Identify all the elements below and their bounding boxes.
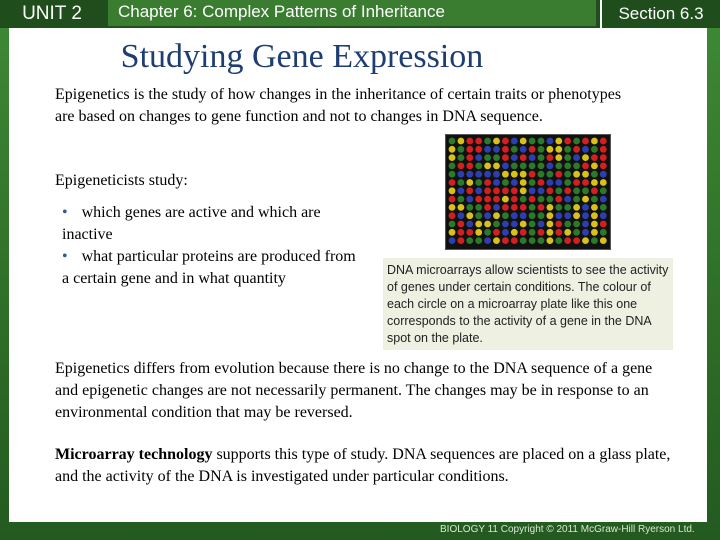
microarray-spot — [511, 221, 518, 228]
microarray-spot — [582, 237, 589, 244]
microarray-spot — [573, 229, 580, 236]
microarray-spot — [458, 171, 465, 178]
microarray-spot — [573, 196, 580, 203]
microarray-spot — [511, 179, 518, 186]
microarray-spot — [520, 146, 527, 153]
microarray-spot — [458, 146, 465, 153]
microarray-spot — [538, 138, 545, 145]
microarray-spot — [493, 179, 500, 186]
microarray-spot — [582, 229, 589, 236]
microarray-spot — [484, 221, 491, 228]
microarray-spot — [449, 196, 456, 203]
microarray-spot — [466, 154, 473, 161]
microarray-spot — [493, 187, 500, 194]
microarray-spot — [449, 138, 456, 145]
microarray-spot — [538, 163, 545, 170]
microarray-spot — [458, 229, 465, 236]
microarray-spot — [600, 154, 607, 161]
microarray-spot — [493, 138, 500, 145]
microarray-spot — [502, 171, 509, 178]
microarray-spot — [475, 212, 482, 219]
microarray-spot — [582, 171, 589, 178]
microarray-spot — [502, 179, 509, 186]
microarray-spot — [591, 229, 598, 236]
microarray-spot — [529, 196, 536, 203]
microarray-spot — [466, 212, 473, 219]
microarray-spot — [484, 138, 491, 145]
paragraph-evolution: Epigenetics differs from evolution because there is no change to the DNA sequence of a gene and epigenetic changes are not necessarily permanent. The changes may be in response to an environmental condition that may be reversed. — [55, 360, 653, 421]
paragraph-definition: Epigenetics is the study of how changes in the inheritance of certain traits or phenotypes are based on changes to gene function and not to changes in DNA sequence. — [55, 86, 622, 125]
microarray-spot — [582, 146, 589, 153]
microarray-spot — [475, 196, 482, 203]
microarray-spot — [511, 146, 518, 153]
microarray-spot — [582, 154, 589, 161]
microarray-spot — [511, 229, 518, 236]
microarray-spot — [466, 229, 473, 236]
image-caption: DNA microarrays allow scientists to see the activity of genes under certain conditions. The colour of each circle on a microarray plate like this one corresponds to the activity of a gene in the DNA spot on the plate. — [383, 258, 673, 350]
microarray-spot — [591, 187, 598, 194]
microarray-spot — [466, 163, 473, 170]
microarray-spot — [493, 154, 500, 161]
microarray-spot — [547, 146, 554, 153]
microarray-spot — [600, 163, 607, 170]
microarray-spot — [538, 146, 545, 153]
microarray-spot — [555, 154, 562, 161]
microarray-spot — [475, 204, 482, 211]
microarray-spot — [520, 229, 527, 236]
microarray-spot — [538, 221, 545, 228]
microarray-spot — [600, 229, 607, 236]
microarray-spot — [520, 204, 527, 211]
microarray-spot — [600, 237, 607, 244]
microarray-spot — [449, 146, 456, 153]
microarray-spot — [529, 171, 536, 178]
microarray-spot — [493, 212, 500, 219]
microarray-spot — [547, 179, 554, 186]
microarray-spot — [520, 237, 527, 244]
microarray-spot — [466, 204, 473, 211]
microarray-spot — [529, 138, 536, 145]
microarray-spot — [573, 138, 580, 145]
microarray-spot — [511, 196, 518, 203]
microarray-spot — [564, 212, 571, 219]
microarray-spot — [573, 154, 580, 161]
microarray-spot — [484, 196, 491, 203]
microarray-spot — [484, 163, 491, 170]
microarray-spot — [538, 187, 545, 194]
microarray-spot — [564, 196, 571, 203]
microarray-spot — [458, 154, 465, 161]
microarray-spot — [591, 154, 598, 161]
unit-label: UNIT 2 — [0, 0, 104, 28]
microarray-spot — [529, 179, 536, 186]
microarray-spot — [600, 146, 607, 153]
slide-title: Studying Gene Expression — [120, 38, 484, 75]
microarray-spot — [458, 237, 465, 244]
microarray-spot — [547, 237, 554, 244]
microarray-spot — [449, 237, 456, 244]
microarray-spot — [493, 237, 500, 244]
microarray-spot — [529, 187, 536, 194]
microarray-spot — [582, 163, 589, 170]
microarray-spot — [458, 187, 465, 194]
microarray-spot — [475, 163, 482, 170]
microarray-spot — [555, 221, 562, 228]
bullet-dot: • — [62, 248, 68, 265]
microarray-spot — [529, 163, 536, 170]
microarray-spot — [573, 204, 580, 211]
microarray-spot — [573, 221, 580, 228]
microarray-spot — [547, 154, 554, 161]
microarray-spot — [555, 229, 562, 236]
microarray-spot — [520, 138, 527, 145]
microarray-spot — [582, 196, 589, 203]
microarray-spot — [538, 171, 545, 178]
microarray-spot — [493, 221, 500, 228]
microarray-spot — [520, 154, 527, 161]
copyright-footer: BIOLOGY 11 Copyright © 2011 McGraw-Hill Ryerson Ltd. — [440, 524, 695, 535]
microarray-spot — [582, 187, 589, 194]
microarray-spot — [449, 221, 456, 228]
microarray-spot — [555, 187, 562, 194]
microarray-spot — [449, 187, 456, 194]
microarray-spot — [600, 179, 607, 186]
microarray-spot — [502, 163, 509, 170]
microarray-spot — [475, 179, 482, 186]
microarray-spot — [591, 171, 598, 178]
microarray-spot — [591, 163, 598, 170]
microarray-spot — [573, 237, 580, 244]
microarray-spot — [475, 187, 482, 194]
chapter-title: Chapter 6: Complex Patterns of Inheritance — [108, 0, 596, 26]
microarray-spot — [573, 212, 580, 219]
microarray-spot — [449, 179, 456, 186]
microarray-spot — [484, 171, 491, 178]
bullet-text: what particular proteins are produced from a certain gene and in what quantity — [62, 248, 356, 287]
microarray-spot — [538, 204, 545, 211]
microarray-spot — [547, 196, 554, 203]
microarray-spot — [582, 212, 589, 219]
term-microarray: Microarray technology — [55, 446, 213, 463]
microarray-spot — [564, 221, 571, 228]
microarray-spot — [564, 187, 571, 194]
microarray-spot — [573, 187, 580, 194]
microarray-spot — [475, 237, 482, 244]
microarray-spot — [564, 146, 571, 153]
paragraph-microarray — [55, 444, 675, 488]
microarray-spot — [591, 221, 598, 228]
paragraph-study-intro: Epigeneticists study: — [55, 172, 188, 189]
microarray-spot — [511, 163, 518, 170]
microarray-spot — [493, 171, 500, 178]
bullet-list — [62, 202, 362, 290]
microarray-spot — [591, 196, 598, 203]
microarray-spot — [555, 204, 562, 211]
microarray-spot — [466, 179, 473, 186]
microarray-spot — [484, 229, 491, 236]
microarray-spot — [511, 154, 518, 161]
microarray-spot — [449, 154, 456, 161]
microarray-spot — [547, 204, 554, 211]
microarray-spot — [466, 146, 473, 153]
microarray-spot — [591, 179, 598, 186]
microarray-spot — [493, 146, 500, 153]
microarray-spot — [600, 204, 607, 211]
microarray-spot — [484, 204, 491, 211]
microarray-spot — [449, 163, 456, 170]
microarray-spot — [511, 212, 518, 219]
microarray-grid — [446, 135, 610, 249]
section-label: Section 6.3 — [600, 0, 720, 28]
microarray-spot — [538, 179, 545, 186]
microarray-spot — [449, 229, 456, 236]
microarray-spot — [547, 212, 554, 219]
microarray-spot — [538, 212, 545, 219]
microarray-spot — [475, 229, 482, 236]
microarray-spot — [591, 146, 598, 153]
microarray-spot — [555, 163, 562, 170]
microarray-spot — [555, 237, 562, 244]
microarray-spot — [502, 204, 509, 211]
microarray-spot — [600, 221, 607, 228]
microarray-spot — [520, 212, 527, 219]
microarray-spot — [573, 179, 580, 186]
microarray-spot — [573, 163, 580, 170]
microarray-spot — [466, 196, 473, 203]
microarray-spot — [449, 212, 456, 219]
microarray-spot — [591, 138, 598, 145]
bullet-dot: • — [62, 204, 68, 221]
microarray-spot — [502, 212, 509, 219]
microarray-spot — [449, 204, 456, 211]
microarray-spot — [582, 221, 589, 228]
microarray-spot — [466, 171, 473, 178]
microarray-spot — [484, 212, 491, 219]
microarray-spot — [493, 196, 500, 203]
microarray-spot — [529, 237, 536, 244]
microarray-spot — [529, 229, 536, 236]
microarray-spot — [520, 171, 527, 178]
microarray-spot — [458, 204, 465, 211]
microarray-spot — [529, 146, 536, 153]
microarray-spot — [538, 229, 545, 236]
microarray-spot — [484, 187, 491, 194]
microarray-spot — [475, 138, 482, 145]
microarray-spot — [538, 237, 545, 244]
microarray-spot — [600, 171, 607, 178]
microarray-spot — [564, 171, 571, 178]
microarray-spot — [582, 138, 589, 145]
microarray-spot — [458, 179, 465, 186]
microarray-spot — [547, 221, 554, 228]
microarray-spot — [520, 187, 527, 194]
bullet-text: which genes are active and which are inactive — [62, 204, 321, 243]
microarray-spot — [502, 154, 509, 161]
microarray-spot — [520, 221, 527, 228]
microarray-spot — [529, 204, 536, 211]
microarray-spot — [564, 204, 571, 211]
microarray-spot — [555, 212, 562, 219]
microarray-spot — [493, 204, 500, 211]
microarray-spot — [484, 146, 491, 153]
microarray-spot — [502, 146, 509, 153]
microarray-spot — [564, 154, 571, 161]
microarray-spot — [493, 163, 500, 170]
microarray-spot — [529, 154, 536, 161]
microarray-spot — [466, 187, 473, 194]
paragraph-microarray-rest: supports this type of study. DNA sequences are placed on a glass plate, and the activity of the DNA is investigated under particular conditions. — [55, 446, 671, 485]
microarray-spot — [555, 146, 562, 153]
microarray-spot — [475, 146, 482, 153]
microarray-spot — [502, 237, 509, 244]
microarray-spot — [538, 154, 545, 161]
microarray-spot — [547, 138, 554, 145]
bullet-item — [62, 246, 362, 290]
microarray-spot — [547, 229, 554, 236]
microarray-spot — [529, 212, 536, 219]
microarray-spot — [502, 229, 509, 236]
microarray-spot — [591, 212, 598, 219]
microarray-spot — [458, 163, 465, 170]
microarray-spot — [564, 163, 571, 170]
microarray-spot — [502, 221, 509, 228]
microarray-spot — [475, 154, 482, 161]
microarray-spot — [511, 204, 518, 211]
microarray-spot — [484, 179, 491, 186]
microarray-spot — [547, 187, 554, 194]
microarray-spot — [484, 237, 491, 244]
microarray-spot — [502, 187, 509, 194]
microarray-spot — [564, 179, 571, 186]
microarray-spot — [458, 212, 465, 219]
microarray-spot — [600, 138, 607, 145]
microarray-spot — [555, 196, 562, 203]
microarray-spot — [458, 138, 465, 145]
microarray-spot — [520, 179, 527, 186]
microarray-spot — [511, 187, 518, 194]
content-panel — [9, 28, 707, 522]
microarray-spot — [511, 138, 518, 145]
microarray-spot — [591, 204, 598, 211]
microarray-spot — [466, 221, 473, 228]
microarray-spot — [475, 171, 482, 178]
microarray-spot — [573, 171, 580, 178]
microarray-spot — [449, 171, 456, 178]
microarray-spot — [466, 237, 473, 244]
microarray-spot — [591, 237, 598, 244]
microarray-spot — [520, 196, 527, 203]
microarray-spot — [582, 179, 589, 186]
microarray-spot — [475, 221, 482, 228]
microarray-spot — [555, 179, 562, 186]
microarray-spot — [484, 154, 491, 161]
microarray-spot — [600, 212, 607, 219]
microarray-spot — [600, 196, 607, 203]
microarray-spot — [466, 138, 473, 145]
microarray-spot — [520, 163, 527, 170]
microarray-spot — [555, 171, 562, 178]
microarray-spot — [564, 138, 571, 145]
header-bar — [0, 0, 720, 28]
microarray-spot — [529, 221, 536, 228]
microarray-spot — [564, 229, 571, 236]
microarray-spot — [582, 204, 589, 211]
microarray-spot — [555, 138, 562, 145]
microarray-spot — [458, 196, 465, 203]
microarray-spot — [573, 146, 580, 153]
microarray-spot — [493, 229, 500, 236]
microarray-image — [445, 134, 611, 250]
microarray-spot — [502, 196, 509, 203]
bullet-item — [62, 202, 362, 246]
microarray-spot — [511, 171, 518, 178]
microarray-spot — [547, 171, 554, 178]
microarray-spot — [511, 237, 518, 244]
microarray-spot — [564, 237, 571, 244]
microarray-spot — [547, 163, 554, 170]
microarray-spot — [538, 196, 545, 203]
microarray-spot — [458, 221, 465, 228]
microarray-spot — [600, 187, 607, 194]
microarray-spot — [502, 138, 509, 145]
